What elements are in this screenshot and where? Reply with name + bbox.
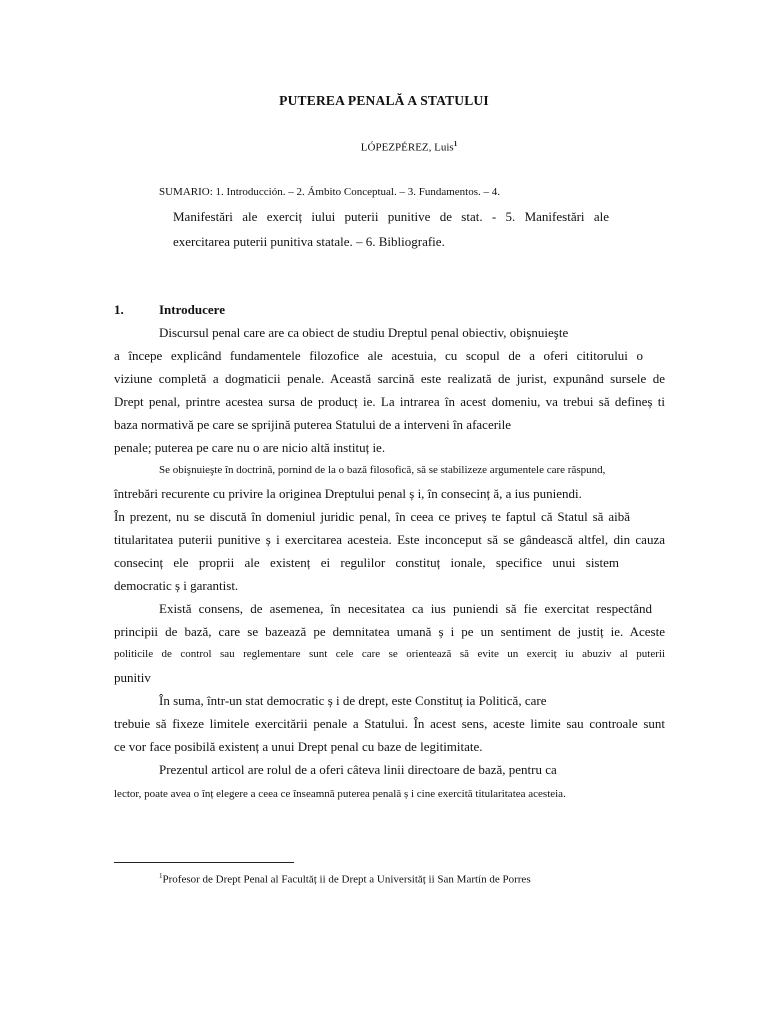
body-line: Se obişnuieşte în doctrină, pornind de la o bază filosofică, să se stabilizeze argumentele care răspund,: [159, 464, 606, 476]
body-line: ce vor face posibilă existenț a unui Drept penal cu baze de legitimitate.: [114, 739, 483, 754]
section-number: 1.: [114, 302, 124, 317]
footnote-marker: 1: [159, 872, 163, 880]
summary-line-2: Manifestări ale exerciț iului puterii punitive de stat. - 5. Manifestări ale: [173, 209, 609, 224]
summary-line-3: exercitarea puterii punitiva statale. – 6. Bibliografie.: [173, 234, 445, 249]
body-line: Discursul penal care are ca obiect de studiu Dreptul penal obiectiv, obişnuieşte: [159, 325, 569, 340]
body-line: lector, poate avea o înț elegere a ceea ce înseamnă puterea penală ș i cine exercită titularitatea acesteia.: [114, 788, 566, 800]
body-line: Prezentul articol are rolul de a oferi câteva linii directoare de bază, pentru ca: [159, 762, 557, 777]
body-line: consecinț ele proprii ale existenț ei regulilor constituț ionale, specifice unui sistem: [114, 555, 619, 570]
body-line: titularitatea puterii punitive ș i exercitarea acesteia. Este inconceput să se gândească altfel, din cauza: [114, 532, 665, 547]
body-line: punitiv: [114, 670, 151, 685]
footnote-divider: [114, 862, 294, 863]
body-line: democratic ș i garantist.: [114, 578, 239, 593]
body-line: Există consens, de asemenea, în necesitatea ca ius puniendi să fie exercitat respectând: [159, 601, 652, 616]
body-line: În suma, într-un stat democratic ș i de drept, este Constituț ia Politică, care: [159, 693, 547, 708]
body-line: baza normativă pe care se sprijină puterea Statului de a interveni în afacerile: [114, 417, 512, 432]
body-line: penale; puterea pe care nu o are nicio altă instituț ie.: [114, 440, 386, 455]
body-line: întrebări recurente cu privire la originea Dreptului penal ș i, în consecinț ă, a ius puniendi.: [114, 486, 582, 501]
summary-line-1: SUMARIO: 1. Introducción. – 2. Ámbito Conceptual. – 3. Fundamentos. – 4.: [159, 186, 500, 198]
section-title: Introducere: [159, 302, 225, 317]
body-line: În prezent, nu se discută în domeniul juridic penal, în ceea ce priveș te faptul că Statul să aibă: [114, 509, 630, 524]
author-footnote-marker: 1: [453, 140, 458, 148]
body-line: viziune completă a dogmaticii penale. Această sarcină este realizată de jurist, expunând sursele de: [114, 371, 665, 386]
footnote: [159, 872, 531, 886]
body-line: principii de bază, care se bazează pe demnitatea umană ș i pe un sentiment de justiț ie. Aceste: [114, 624, 665, 639]
body-line: Drept penal, printre acestea sursa de producț ie. La intrarea în acest domeniu, va trebui să defineș ti: [114, 394, 665, 409]
body-line: politicile de control sau reglementare sunt cele care se orientează să evite un exerciț iu abuziv al puterii: [114, 648, 665, 660]
document-title: PUTEREA PENALĂ A STATULUI: [279, 93, 489, 108]
author-name: LÓPEZPÉREZ, Luis: [360, 141, 454, 154]
author-line: [0, 140, 768, 154]
body-line: trebuie să fixeze limitele exercitării penale a Statului. În acest sens, aceste limite sau controale sunt: [114, 716, 665, 731]
footnote-text: Profesor de Drept Penal al Facultăț ii de Drept a Universităț ii San Martín de Porres: [162, 873, 531, 886]
body-line: a începe explicând fundamentele filozofice ale acestuia, cu scopul de a oferi cititorului o: [114, 348, 643, 363]
